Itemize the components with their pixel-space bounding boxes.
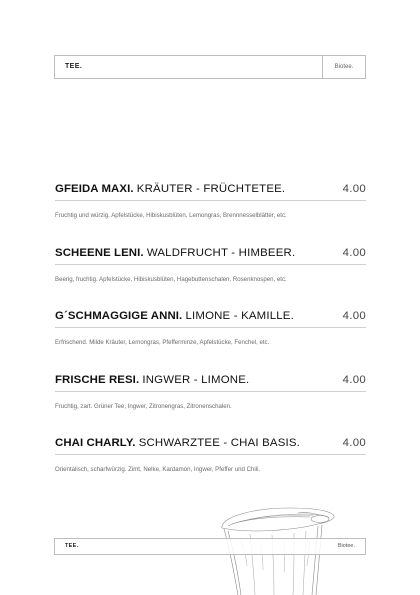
menu-item-divider <box>55 327 366 328</box>
menu-item-description: Fruchtig, zart. Grüner Tee, Ingwer, Zitronengras, Zitronenschalen. <box>55 402 232 410</box>
menu-item-price: 4.00 <box>342 246 366 259</box>
menu-item-title <box>55 245 325 261</box>
menu-item-name: SCHEENE LENI. <box>55 246 144 259</box>
menu-item-title <box>55 372 325 388</box>
menu-item <box>55 308 366 372</box>
menu-item-price: 4.00 <box>342 183 366 195</box>
menu-item-price: 4.00 <box>342 310 366 322</box>
menu-item-subtitle: LIMONE - KAMILLE. <box>185 310 294 322</box>
footer-bar <box>54 538 366 555</box>
menu-item <box>55 372 366 436</box>
menu-item-subtitle: INGWER - LIMONE. <box>142 373 250 386</box>
header-category-label: TEE. <box>65 63 83 70</box>
header-biotee-label: Biotee. <box>334 64 354 70</box>
header-bar <box>54 55 366 79</box>
menu-item-title <box>55 181 325 197</box>
menu-item-divider <box>55 264 366 265</box>
menu-item <box>55 181 366 245</box>
menu-item-title <box>55 308 325 324</box>
footer-biotee-label: Biotee. <box>337 543 355 549</box>
menu-item-divider <box>55 391 366 392</box>
menu-item <box>55 435 366 499</box>
menu-item-divider <box>55 200 366 201</box>
footer-category-label: TEE. <box>65 543 79 549</box>
menu-item-name: GFEIDA MAXI. <box>55 183 134 195</box>
menu-item-subtitle: WALDFRUCHT - HIMBEER. <box>146 246 296 259</box>
menu-item-description: Orientalisch, scharfwürzig. Zimt, Nelke, Kardamon, Ingwer, Pfeffer und Chili. <box>55 466 261 473</box>
menu-item-price: 4.00 <box>342 373 366 386</box>
menu-item-description: Erfrischend. Milde Kräuter, Lemongras, Pfefferminze, Apfelstücke, Fenchel, etc. <box>55 339 270 346</box>
menu-item-name: CHAI CHARLY. <box>55 437 136 449</box>
menu-item-name: G´SCHMAGGIGE ANNI. <box>55 310 183 322</box>
tea-menu-list <box>55 181 366 499</box>
menu-item-title <box>55 435 325 451</box>
menu-item <box>55 245 366 309</box>
menu-item-subtitle: KRÄUTER - FRÜCHTETEE. <box>136 183 286 195</box>
menu-item-divider <box>55 454 366 455</box>
menu-item-description: Fruchtig und würzig. Apfelstücke, Hibiskusblüten, Lemongras, Brennnesselblätter, etc. <box>55 212 287 219</box>
menu-item-price: 4.00 <box>342 437 366 449</box>
menu-item-description: Beerig, fruchtig. Apfelstücke, Hibiskusblüten, Hagebuttenschalen, Rosenknospen, etc. <box>55 275 287 283</box>
menu-item-name: FRISCHE RESI. <box>55 373 140 386</box>
menu-item-subtitle: SCHWARZTEE - CHAI BASIS. <box>138 437 301 449</box>
